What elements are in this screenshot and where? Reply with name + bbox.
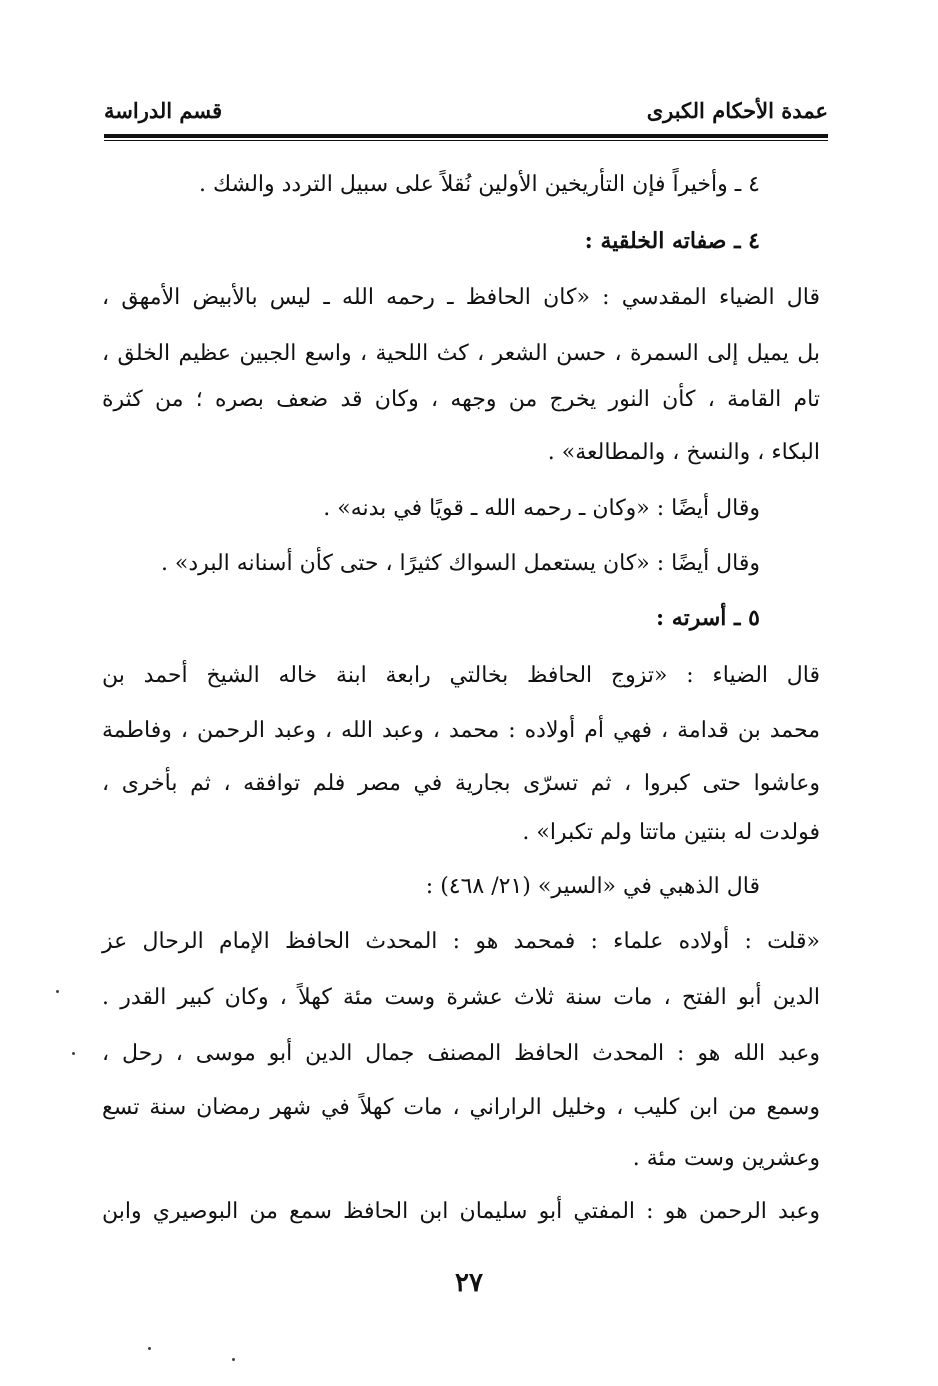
section-heading: ٥ ـ أسرته : (656, 605, 760, 631)
header-section-title: قسم الدراسة (104, 98, 223, 123)
text-line: فولدت له بنتين ماتتا ولم تكبرا» . (522, 820, 820, 845)
section-heading: ٤ ـ صفاته الخلقية : (584, 228, 760, 254)
text-line: البكاء ، والنسخ ، والمطالعة» . (547, 440, 820, 465)
header-rule-thin (104, 140, 828, 141)
text-line: ٤ ـ وأخيراً فإن التأريخين الأولين نُقلاً على سبيل التردد والشك . (199, 172, 760, 197)
scan-speck (56, 990, 59, 993)
text-line: الدين أبو الفتح ، مات سنة ثلاث عشرة وست مئة كهلاً ، وكان كبير القدر . (102, 985, 820, 1010)
page-number: ٢٧ (455, 1268, 483, 1298)
text-line: بل يميل إلى السمرة ، حسن الشعر ، كث اللحية ، واسع الجبين عظيم الخلق ، (102, 341, 820, 366)
text-line: قال الضياء : «تزوج الحافظ بخالتي رابعة ابنة خاله الشيخ أحمد بن (102, 663, 820, 688)
scan-speck (72, 1052, 75, 1055)
text-line: «قلت : أولاده علماء : فمحمد هو : المحدث الحافظ الإمام الرحال عز (102, 929, 820, 954)
text-line: وعبد الرحمن هو : المفتي أبو سليمان ابن الحافظ سمع من البوصيري وابن (102, 1199, 820, 1224)
text-line: قال الضياء المقدسي : «كان الحافظ ـ رحمه الله ـ ليس بالأبيض الأمهق ، (102, 285, 820, 310)
text-line: وقال أيضًا : «وكان ـ رحمه الله ـ قويًا في بدنه» . (323, 496, 760, 521)
text-line: وعبد الله هو : المحدث الحافظ المصنف جمال الدين أبو موسى ، رحل ، (102, 1041, 820, 1066)
header-rule (104, 134, 828, 138)
text-line: تام القامة ، كأن النور يخرج من وجهه ، وكان قد ضعف بصره ؛ من كثرة (102, 387, 820, 412)
text-line: محمد بن قدامة ، فهي أم أولاده : محمد ، وعبد الله ، وعبد الرحمن ، وفاطمة (102, 718, 820, 743)
running-header (104, 98, 828, 130)
scan-speck (232, 1358, 235, 1361)
scan-speck (148, 1347, 151, 1350)
text-line: وعشرين وست مئة . (632, 1146, 820, 1171)
text-line: وسمع من ابن كليب ، وخليل الراراني ، مات كهلاً في شهر رمضان سنة تسع (102, 1095, 820, 1120)
text-line: وقال أيضًا : «كان يستعمل السواك كثيرًا ، حتى كأن أسنانه البرد» . (160, 551, 760, 576)
text-line: وعاشوا حتى كبروا ، ثم تسرّى بجارية في مصر فلم توافقه ، ثم بأخرى ، (102, 771, 820, 796)
text-line: قال الذهبي في «السير» (٢١/ ٤٦٨) : (425, 874, 760, 899)
header-book-title: عمدة الأحكام الكبرى (646, 98, 828, 123)
